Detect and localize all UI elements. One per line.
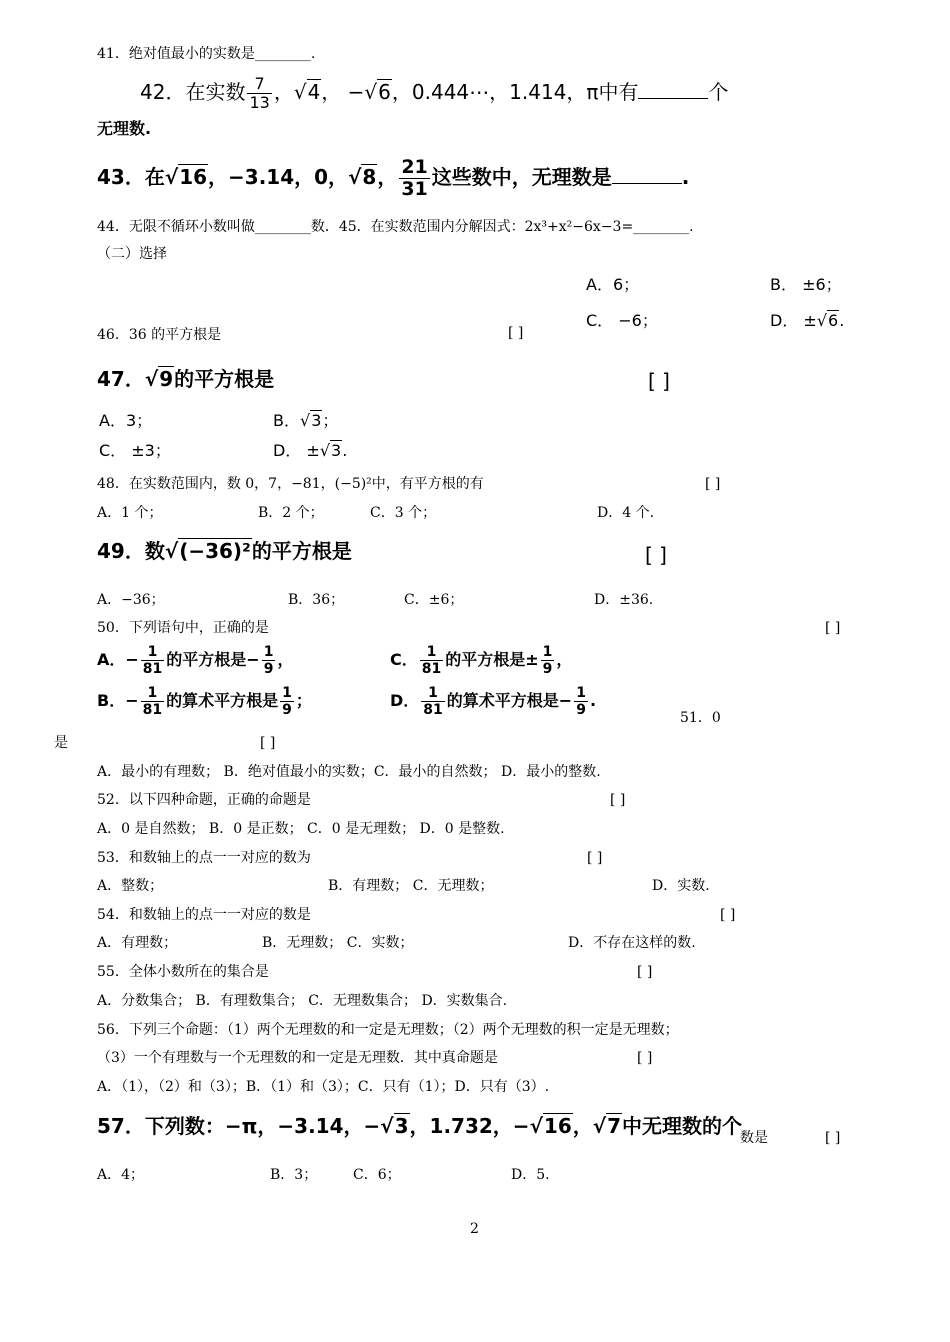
q56-line2: （3）一个有理数与一个无理数的和一定是无理数．其中真命题是 <box>97 1050 498 1066</box>
q57-option-a: A．4； <box>97 1167 145 1183</box>
q43-fraction: $\frac{21}{31}$ <box>401 156 428 200</box>
q57-option-c: C．6； <box>353 1167 401 1183</box>
q52-text: 52．以下四种命题，正确的命题是 <box>97 792 311 808</box>
q46-option-c: C． −6； <box>586 311 658 330</box>
q53-option-bc: B．有理数； C．无理数； <box>328 878 494 894</box>
q53-text: 53．和数轴上的点一一对应的数为 <box>97 850 311 866</box>
q49-text: 49．数√(−36)²的平方根是 <box>97 539 352 563</box>
q43-blank <box>612 183 682 184</box>
q42-fraction: $\frac{7}{13}$ <box>249 74 270 112</box>
q43-sqrt-8: √8 <box>348 165 377 189</box>
q42-blank <box>638 98 708 99</box>
q55-answer-bracket[interactable]: [ ] <box>637 964 653 980</box>
q57-answer-bracket[interactable]: [ ] <box>825 1130 841 1146</box>
q50-option-a: A．− $\frac{1}{81}$ 的平方根是− $\frac{1}{9}$ ， <box>97 644 294 677</box>
q53-option-a: A．整数； <box>97 878 164 894</box>
q46-answer-bracket[interactable]: [ ] <box>508 325 524 341</box>
q47-option-b: B．√3； <box>273 411 339 430</box>
q48-option-c: C．3 个； <box>370 505 437 521</box>
q57-option-d: D．5. <box>511 1167 550 1183</box>
q48-option-b: B．2 个； <box>258 505 324 521</box>
q49-answer-bracket[interactable]: [ ] <box>645 543 667 567</box>
q44-45-text: 44．无限不循环小数叫做________数．45．在实数范围内分解因式：2x³+x²−6x−3=________. <box>97 219 694 235</box>
q46-option-b: B． ±6； <box>770 275 842 294</box>
section-choice-title: （二）选择 <box>97 246 167 262</box>
q55-text: 55．全体小数所在的集合是 <box>97 964 269 980</box>
q57-text: 57．下列数：−π，−3.14，−√3，1.732，−√16，√7中无理数的个 <box>97 1114 743 1138</box>
q48-option-d: D．4 个. <box>597 505 655 521</box>
q47-text: 47．√9的平方根是 <box>97 367 275 391</box>
q56-options: A．（1），（2）和（3）；B．（1）和（3）；C．只有（1）；D．只有（3）. <box>97 1079 550 1095</box>
q55-options: A．分数集合； B．有理数集合； C．无理数集合； D．实数集合. <box>97 993 508 1009</box>
q50-option-c: C． $\frac{1}{81}$ 的平方根是± $\frac{1}{9}$ ， <box>390 644 573 677</box>
q51-options: A．最小的有理数； B．绝对值最小的实数；C．最小的自然数； D．最小的整数. <box>97 764 601 780</box>
q53-option-d: D．实数. <box>652 878 710 894</box>
q51-line2: 是 <box>54 735 68 751</box>
q54-option-d: D．不存在这样的数. <box>568 935 696 951</box>
q57-option-b: B．3； <box>270 1167 318 1183</box>
q49-option-a: A．−36； <box>97 592 165 608</box>
q54-text: 54．和数轴上的点一一对应的数是 <box>97 907 311 923</box>
q43-line: 43．在√16，−3.14，0，√8， $\frac{21}{31}$ 这些数中，无理数是 . <box>97 156 690 200</box>
q52-options: A．0 是自然数； B．0 是正数； C．0 是无理数； D．0 是整数. <box>97 821 505 837</box>
q50-option-d: D． $\frac{1}{81}$ 的算术平方根是− $\frac{1}{9}$ . <box>390 685 597 718</box>
q49-option-c: C．±6； <box>404 592 464 608</box>
q56-answer-bracket[interactable]: [ ] <box>637 1050 653 1066</box>
q42-sqrt-4: √4 <box>293 80 321 104</box>
q42-sqrt-6: √6 <box>364 80 391 104</box>
q47-option-c: C． ±3； <box>99 441 171 460</box>
q42-line2: 无理数. <box>97 119 152 138</box>
q52-answer-bracket[interactable]: [ ] <box>610 792 626 808</box>
q43-sqrt-16: √16 <box>164 165 208 189</box>
q46-text: 46．36 的平方根是 <box>97 327 222 343</box>
q46-option-d: D． ±√6. <box>770 311 845 330</box>
q50-answer-bracket[interactable]: [ ] <box>825 620 841 636</box>
q54-option-bc: B．无理数； C．实数； <box>262 935 414 951</box>
q49-option-d: D．±36. <box>594 592 654 608</box>
q54-option-a: A．有理数； <box>97 935 178 951</box>
q50-option-b: B．− $\frac{1}{81}$ 的算术平方根是 $\frac{1}{9}$ ； <box>97 685 312 718</box>
q47-option-a: A．3； <box>99 411 153 430</box>
q48-text: 48．在实数范围内，数 0，7，−81，(−5)²中，有平方根的有 <box>97 476 484 492</box>
page-number: 2 <box>470 1221 479 1237</box>
q57-tail: 数是 <box>740 1130 768 1146</box>
q42-line1: 42．在实数 $\frac{7}{13}$ ，√4， −√6，0.444⋯，1.414，π中有 个 <box>140 74 729 112</box>
q54-answer-bracket[interactable]: [ ] <box>720 907 736 923</box>
q47-option-d: D． ±√3. <box>273 441 348 460</box>
q46-option-a: A．6； <box>586 275 640 294</box>
q53-answer-bracket[interactable]: [ ] <box>587 850 603 866</box>
q48-option-a: A．1 个； <box>97 505 163 521</box>
q41-text: 41．绝对值最小的实数是________. <box>97 46 316 62</box>
q51-head: 51．0 <box>680 710 721 726</box>
q49-option-b: B．36； <box>288 592 345 608</box>
q50-text: 50．下列语句中，正确的是 <box>97 620 269 636</box>
q56-line1: 56．下列三个命题：（1）两个无理数的和一定是无理数；（2）两个无理数的积一定是无理数； <box>97 1022 679 1038</box>
q51-answer-bracket[interactable]: [ ] <box>260 735 276 751</box>
q48-answer-bracket[interactable]: [ ] <box>705 476 721 492</box>
q47-answer-bracket[interactable]: [ ] <box>648 369 670 393</box>
